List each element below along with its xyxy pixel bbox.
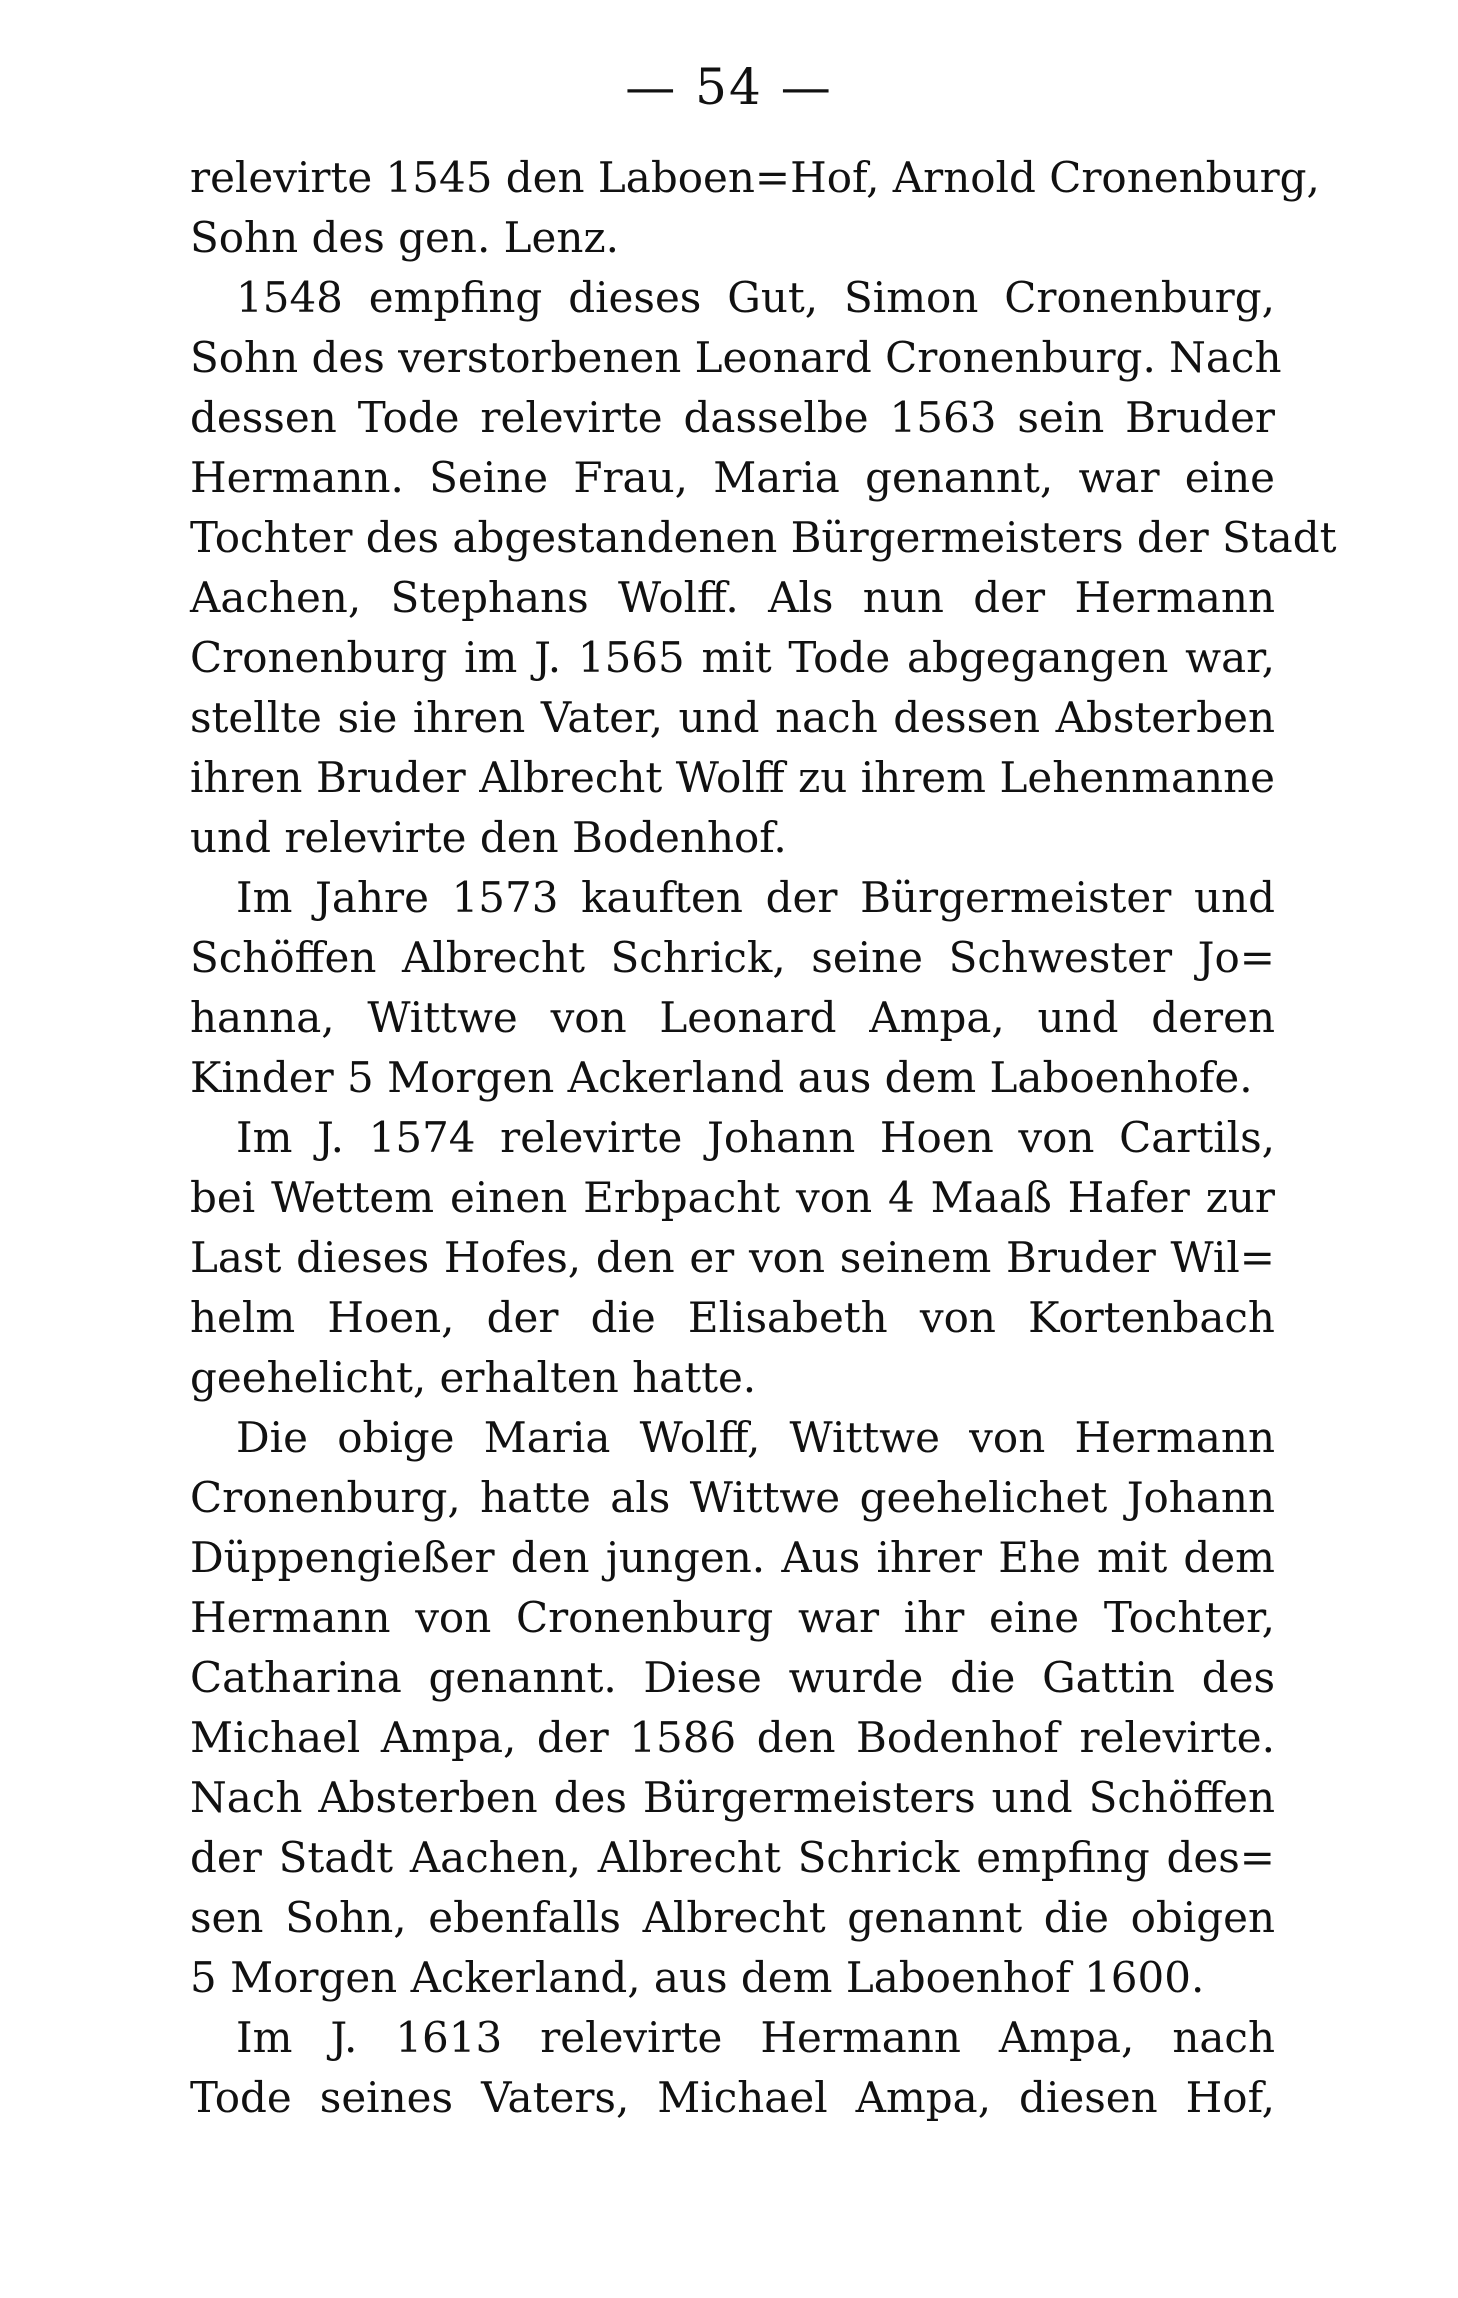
text-line: der Stadt Aachen, Albrecht Schrick empfing des= [190,1833,1275,1882]
text-line: Tode seines Vaters, Michael Ampa, diesen Hof, [190,2073,1275,2122]
text-line: und relevirte den Bodenhof. [190,813,787,862]
text-line: Nach Absterben des Bürgermeisters und Schöffen [190,1773,1275,1822]
text-line: Hermann von Cronenburg war ihr eine Tochter, [190,1593,1275,1642]
text-line: Im J. 1613 relevirte Hermann Ampa, nach [236,2013,1275,2062]
text-line: stellte sie ihren Vater, und nach dessen Absterben [190,693,1275,742]
text-line: Hermann. Seine Frau, Maria genannt, war eine [190,453,1275,502]
text-line: Michael Ampa, der 1586 den Bodenhof relevirte. [190,1713,1275,1762]
text-line: Catharina genannt. Diese wurde die Gattin des [190,1653,1275,1702]
text-line: sen Sohn, ebenfalls Albrecht genannt die obigen [190,1893,1275,1942]
text-line: Sohn des gen. Lenz. [190,213,619,262]
text-line: Aachen, Stephans Wolff. Als nun der Hermann [190,573,1275,622]
text-line: relevirte 1545 den Laboen=Hof, Arnold Cronenburg, [190,153,1320,202]
text-line: Die obige Maria Wolff, Wittwe von Hermann [236,1413,1275,1462]
text-line: Last dieses Hofes, den er von seinem Bruder Wil= [190,1233,1275,1282]
text-line: Cronenburg im J. 1565 mit Tode abgegangen war, [190,633,1275,682]
text-line: Im Jahre 1573 kauften der Bürgermeister und [236,873,1275,922]
text-line: dessen Tode relevirte dasselbe 1563 sein Bruder [190,393,1275,442]
body-text [190,148,1337,2128]
text-line: ihren Bruder Albrecht Wolff zu ihrem Lehenmanne [190,753,1275,802]
text-line: Schöffen Albrecht Schrick, seine Schwester Jo= [190,933,1275,982]
text-line: Düppengießer den jungen. Aus ihrer Ehe mit dem [190,1533,1275,1582]
text-line: Kinder 5 Morgen Ackerland aus dem Laboenhofe. [190,1053,1253,1102]
page-number: — 54 — [625,58,833,116]
text-line: Im J. 1574 relevirte Johann Hoen von Cartils, [236,1113,1275,1162]
text-line: geehelicht, erhalten hatte. [190,1353,757,1402]
text-line: helm Hoen, der die Elisabeth von Kortenbach [190,1293,1275,1342]
text-line: Cronenburg, hatte als Wittwe geehelichet Johann [190,1473,1275,1522]
text-line: bei Wettem einen Erbpacht von 4 Maaß Hafer zur [190,1173,1275,1222]
text-line: 5 Morgen Ackerland, aus dem Laboenhof 1600. [190,1953,1205,2002]
text-line: Sohn des verstorbenen Leonard Cronenburg. Nach [190,333,1282,382]
text-line: hanna, Wittwe von Leonard Ampa, und deren [190,993,1275,1042]
text-line: Tochter des abgestandenen Bürgermeisters der Stadt [190,513,1337,562]
text-line: 1548 empfing dieses Gut, Simon Cronenburg, [236,273,1275,322]
